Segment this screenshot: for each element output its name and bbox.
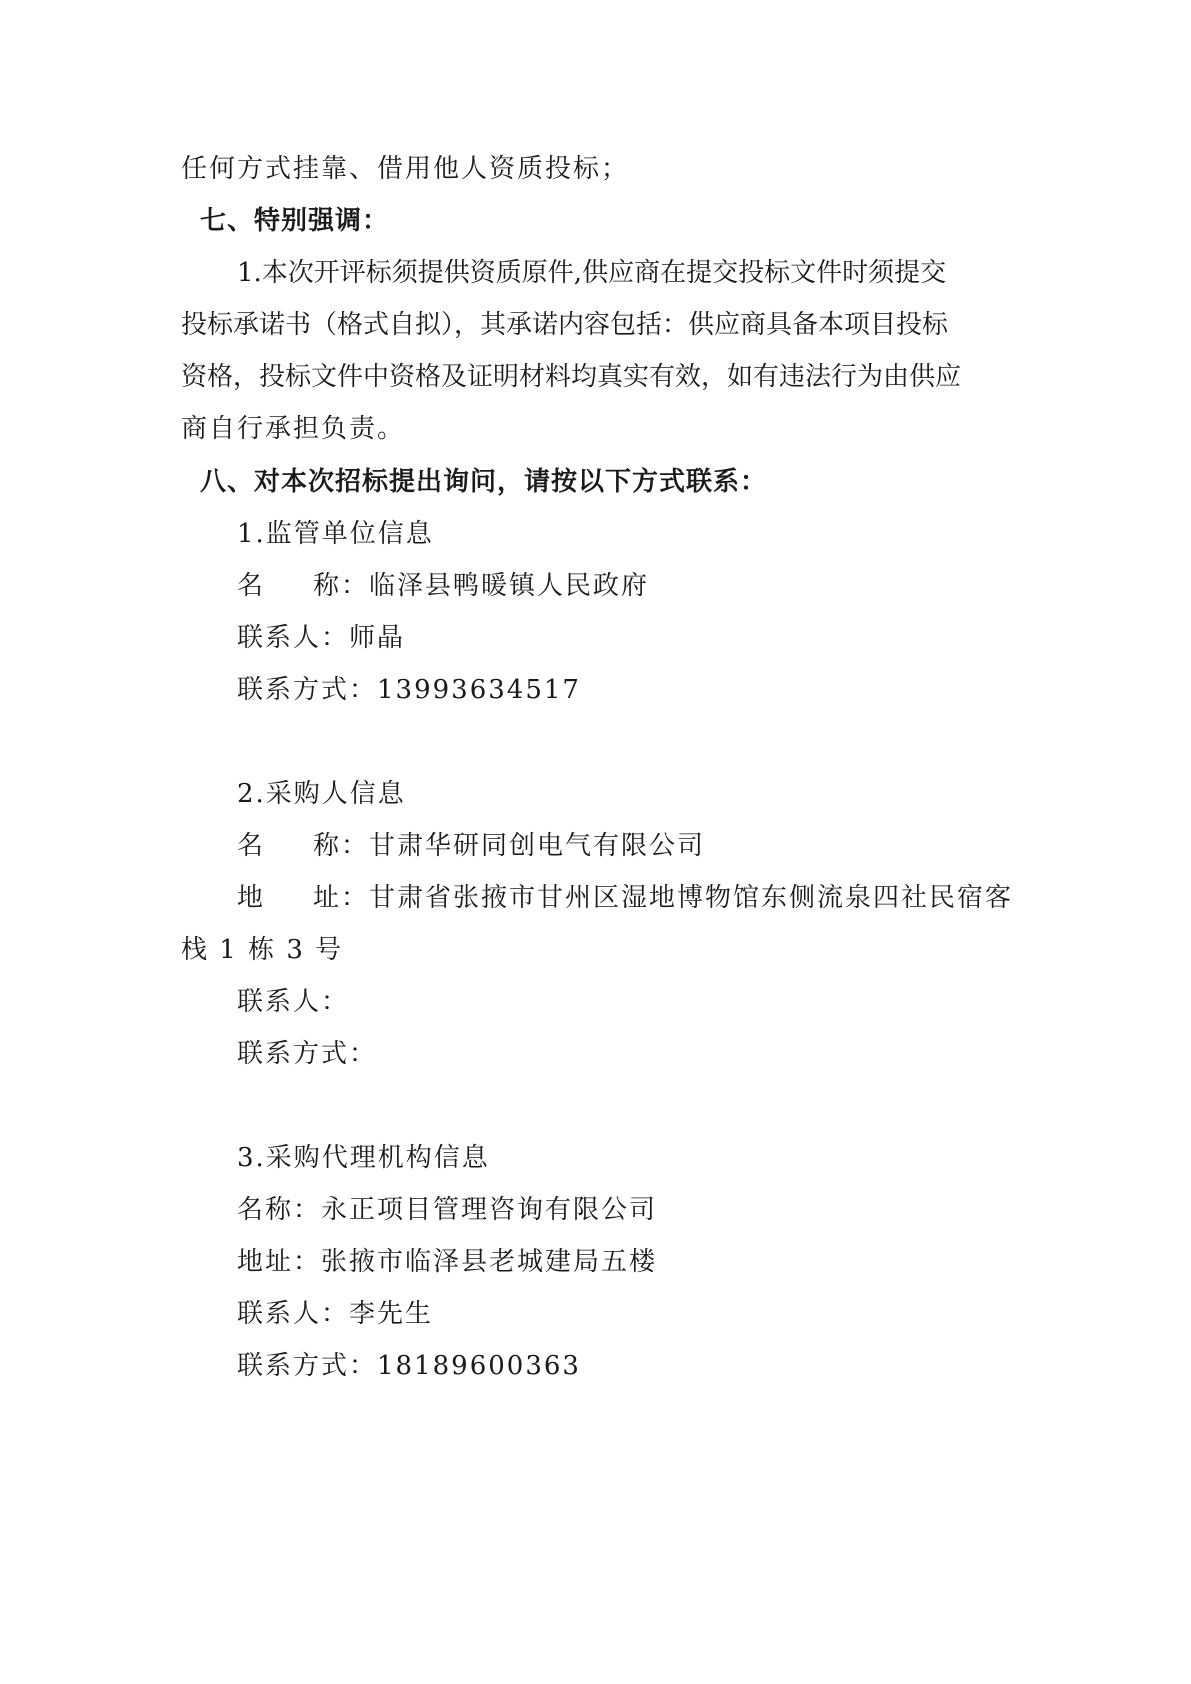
purchaser-phone-row bbox=[237, 1037, 377, 1071]
agency-contact-label: 联系人： bbox=[237, 1299, 350, 1329]
supervisor-contact-value: 师晶 bbox=[349, 623, 406, 653]
purchaser-phone-label: 联系方式： bbox=[237, 1039, 378, 1069]
section-8-heading: 八、对本次招标提出询问，请按以下方式联系： bbox=[200, 467, 768, 497]
section-7-para-line-3: 资格，投标文件中资格及证明材料均真实有效，如有违法行为由供应 bbox=[181, 362, 962, 392]
purchaser-contact-label: 联系人： bbox=[237, 987, 350, 1017]
purchaser-contact-row bbox=[237, 985, 349, 1019]
purchaser-addr-label-b: 址： bbox=[313, 883, 370, 913]
section-7-para-line-2: 投标承诺书（格式自拟），其承诺内容包括：供应商具备本项目投标 bbox=[181, 310, 949, 340]
supervisor-phone-row bbox=[237, 673, 581, 707]
agency-name-value: 永正项目管理咨询有限公司 bbox=[321, 1195, 658, 1225]
agency-title: 3.采购代理机构信息 bbox=[237, 1143, 490, 1173]
agency-addr-label: 地址： bbox=[237, 1247, 322, 1277]
purchaser-address-line-2: 栈 1 栋 3 号 bbox=[181, 935, 344, 965]
purchaser-name-value: 甘肃华研同创电气有限公司 bbox=[369, 831, 706, 861]
purchaser-address-row bbox=[237, 881, 1013, 915]
purchaser-addr-label-a: 地 bbox=[237, 883, 266, 913]
section-7-para-line-4: 商自行承担负责。 bbox=[181, 414, 406, 444]
supervisor-name-value: 临泽县鸭暖镇人民政府 bbox=[369, 571, 650, 601]
purchaser-title: 2.采购人信息 bbox=[237, 779, 406, 809]
section-7-para-line-1: 1.本次开评标须提供资质原件,供应商在提交投标文件时须提交 bbox=[237, 258, 947, 288]
supervisor-contact-label: 联系人： bbox=[237, 623, 350, 653]
agency-phone-value: 18189600363 bbox=[377, 1351, 581, 1381]
supervisor-phone-label: 联系方式： bbox=[237, 675, 378, 705]
agency-name-row bbox=[237, 1193, 657, 1227]
continuation-line: 任何方式挂靠、借用他人资质投标； bbox=[181, 154, 630, 184]
agency-contact-value: 李先生 bbox=[349, 1299, 434, 1329]
purchaser-name-label-a: 名 bbox=[237, 831, 266, 861]
agency-phone-label: 联系方式： bbox=[237, 1351, 378, 1381]
supervisor-title: 1.监管单位信息 bbox=[237, 519, 434, 549]
purchaser-addr-value-line-1: 甘肃省张掖市甘州区湿地博物馆东侧流泉四社民宿客 bbox=[369, 883, 1014, 913]
agency-phone-row bbox=[237, 1349, 581, 1383]
supervisor-name-label-a: 名 bbox=[237, 571, 266, 601]
section-7-heading: 七、特别强调： bbox=[200, 206, 390, 236]
supervisor-contact-row bbox=[237, 621, 405, 655]
agency-name-label: 名称： bbox=[237, 1195, 322, 1225]
agency-address-row bbox=[237, 1245, 657, 1279]
purchaser-name-row bbox=[237, 829, 705, 863]
agency-contact-row bbox=[237, 1297, 433, 1331]
purchaser-name-label-b: 称： bbox=[313, 831, 370, 861]
supervisor-name-label-b: 称： bbox=[313, 571, 370, 601]
agency-addr-value: 张掖市临泽县老城建局五楼 bbox=[321, 1247, 658, 1277]
supervisor-name-row bbox=[237, 569, 649, 603]
supervisor-phone-value: 13993634517 bbox=[377, 675, 581, 705]
